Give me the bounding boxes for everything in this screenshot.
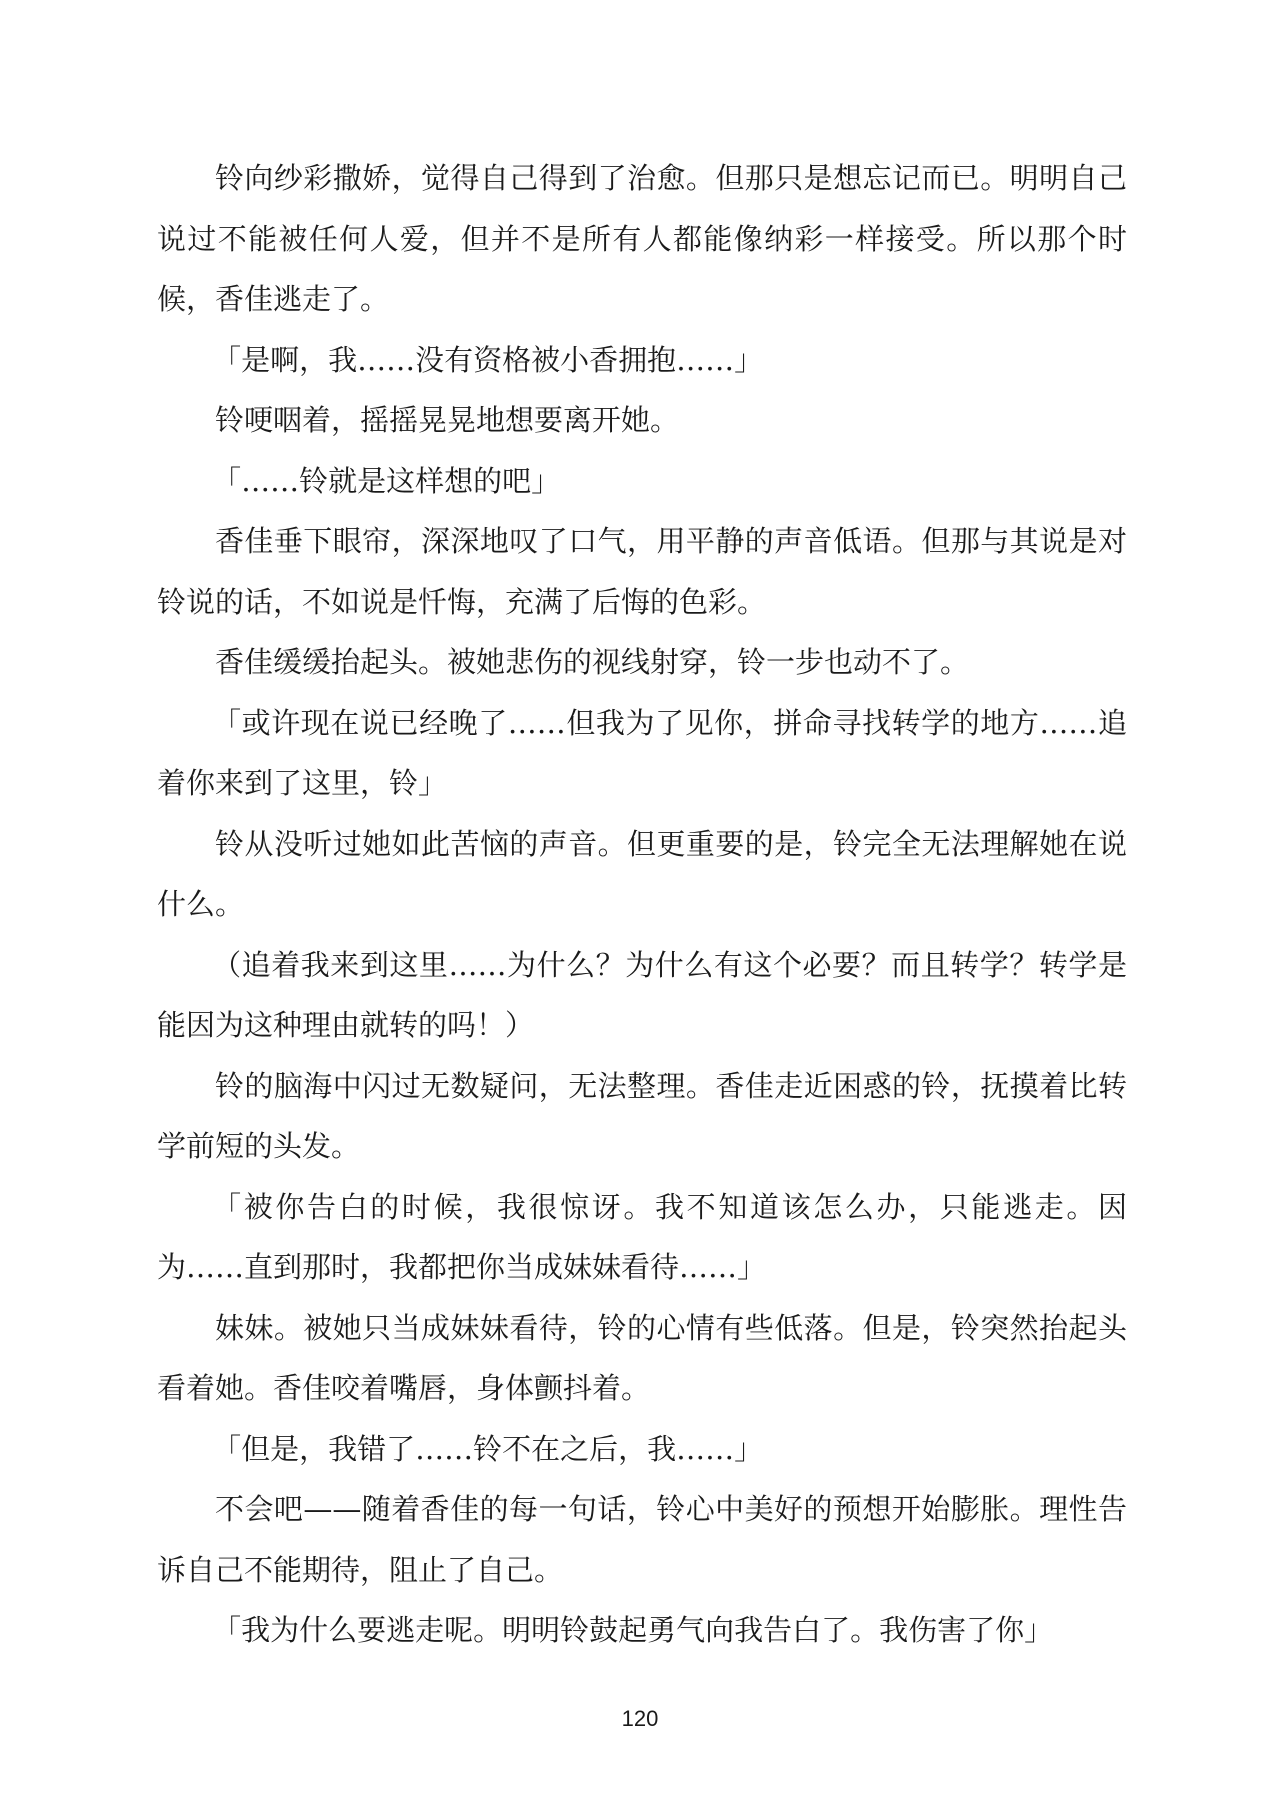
dialogue-paragraph: 「但是，我错了……铃不在之后，我……」 xyxy=(212,1431,764,1466)
paragraph: 妹妹。被她只当成妹妹看待，铃的心情有些低落。但是，铃突然抬起头看着她。香佳咬着嘴唇，身体颤抖着。 xyxy=(157,1310,1127,1405)
page-number: 120 xyxy=(621,1706,659,1731)
body-text xyxy=(157,148,1127,1661)
dialogue-paragraph: 「我为什么要逃走呢。明明铃鼓起勇气向我告白了。我伤害了你」 xyxy=(212,1613,1054,1647)
dialogue-paragraph: 「或许现在说已经晚了……但我为了见你，拼命寻找转学的地方……追着你来到了这里，铃」 xyxy=(157,705,1127,800)
paragraph: 铃的脑海中闪过无数疑问，无法整理。香佳走近困惑的铃，抚摸着比转学前短的头发。 xyxy=(157,1068,1127,1163)
paragraph: 香佳垂下眼帘，深深地叹了口气，用平静的声音低语。但那与其说是对铃说的话，不如说是忏悔，充满了后悔的色彩。 xyxy=(157,524,1127,619)
dialogue-paragraph: 「是啊，我……没有资格被小香拥抱……」 xyxy=(212,342,764,377)
dialogue-paragraph: 「……铃就是这样想的吧」 xyxy=(212,463,561,498)
dialogue-paragraph: 「被你告白的时候，我很惊讶。我不知道该怎么办，只能逃走。因为……直到那时，我都把你当成妹妹看待……」 xyxy=(157,1189,1127,1284)
paragraph: 香佳缓缓抬起头。被她悲伤的视线射穿，铃一步也动不了。 xyxy=(215,645,970,679)
thought-paragraph: （追着我来到这里……为什么？为什么有这个必要？而且转学？转学是能因为这种理由就转的吗！） xyxy=(157,947,1127,1042)
paragraph: 铃向纱彩撒娇，觉得自己得到了治愈。但那只是想忘记而已。明明自己说过不能被任何人爱，但并不是所有人都能像纳彩一样接受。所以那个时候，香佳逃走了。 xyxy=(157,161,1127,316)
paragraph: 铃哽咽着，摇摇晃晃地想要离开她。 xyxy=(215,403,680,437)
paragraph: 铃从没听过她如此苦恼的声音。但更重要的是，铃完全无法理解她在说什么。 xyxy=(157,826,1127,921)
paragraph: 不会吧——随着香佳的每一句话，铃心中美好的预想开始膨胀。理性告诉自己不能期待，阻止了自己。 xyxy=(157,1492,1127,1587)
